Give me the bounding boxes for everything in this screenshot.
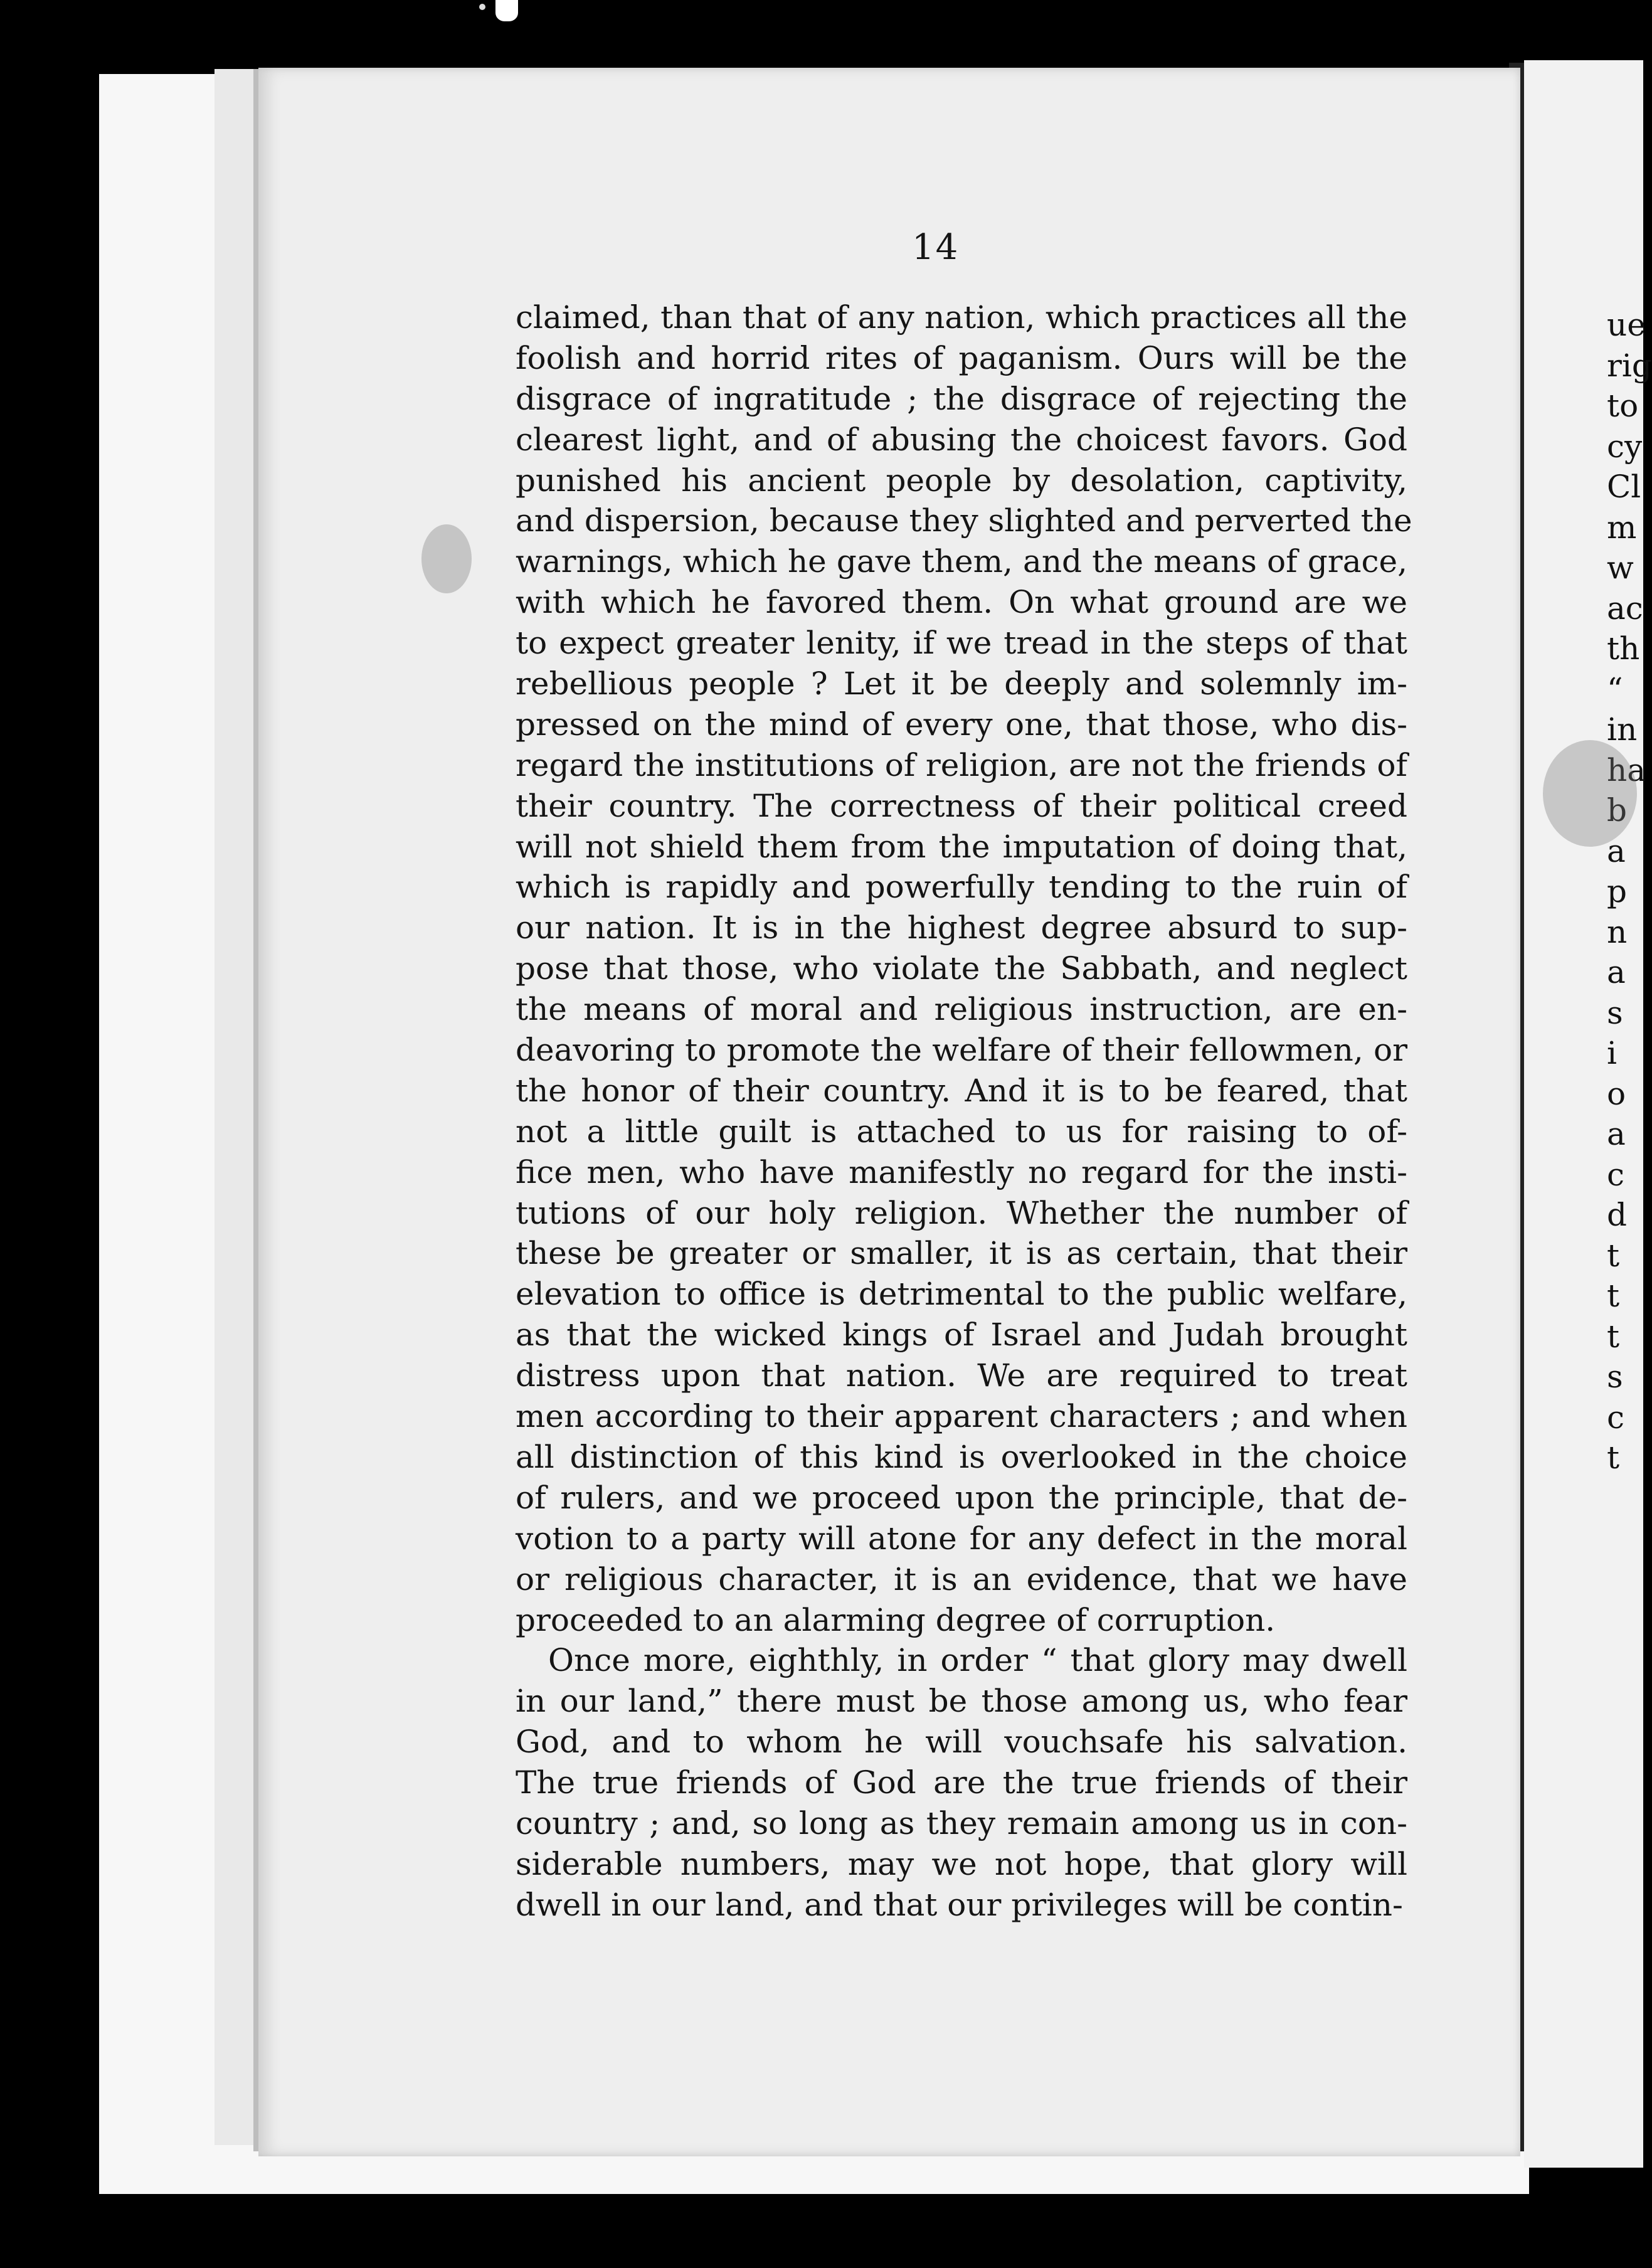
text-line: votion to a party will atone for any defect in the moral <box>516 1520 1407 1557</box>
text-line: deavoring to promote the welfare of their fellowmen, or <box>516 1032 1407 1069</box>
text-line: dwell in our land, and that our privileges will be contin- <box>516 1886 1403 1923</box>
adjacent-page-fragment: i <box>1607 1035 1617 1071</box>
adjacent-page-fragment: t <box>1607 1278 1620 1314</box>
text-line: fice men, who have manifestly no regard for the insti- <box>516 1153 1407 1190</box>
body-text <box>516 297 1412 1926</box>
page-stain <box>421 524 472 593</box>
adjacent-page-text <box>1607 305 1652 1478</box>
text-line: punished his ancient people by desolation, captivity, <box>516 462 1407 499</box>
adjacent-page-fragment: t <box>1607 1237 1620 1274</box>
adjacent-page-fragment: o <box>1607 1075 1626 1112</box>
adjacent-page-fragment: to <box>1607 388 1639 424</box>
adjacent-page-fragment: “ <box>1607 670 1623 707</box>
text-line: pose that those, who violate the Sabbath, and neglect <box>516 950 1407 987</box>
adjacent-page-fragment: m <box>1607 509 1637 546</box>
adjacent-page-fragment: s <box>1607 994 1623 1031</box>
adjacent-page-fragment: in <box>1607 711 1638 748</box>
text-line: tutions of our holy religion. Whether the number of <box>516 1194 1407 1231</box>
text-line: siderable numbers, may we not hope, that glory will <box>516 1845 1407 1882</box>
text-line: regard the institutions of religion, are not the friends of <box>516 746 1407 783</box>
adjacent-page-fragment: rig <box>1607 347 1652 384</box>
adjacent-page-fragment: d <box>1607 1197 1628 1233</box>
adjacent-page-fragment: t <box>1607 1318 1620 1355</box>
text-line: claimed, than that of any nation, which practices all the <box>516 299 1407 336</box>
text-line: elevation to office is detrimental to the public welfare, <box>516 1276 1407 1313</box>
text-line: of rulers, and we proceed upon the principle, that de- <box>516 1479 1407 1516</box>
adjacent-page-fragment: w <box>1607 549 1634 586</box>
adjacent-page-fragment: ha <box>1607 751 1646 788</box>
adjacent-page-fragment: ue <box>1607 307 1646 343</box>
adjacent-page-fragment: c <box>1607 1156 1625 1193</box>
text-line: country ; and, so long as they remain among us in con- <box>516 1804 1407 1841</box>
text-line: Once more, eighthly, in order “ that glory may dwell <box>548 1642 1407 1679</box>
text-line: rebellious people ? Let it be deeply and solemnly im- <box>516 665 1407 702</box>
text-line: warnings, which he gave them, and the means of grace, <box>516 543 1407 580</box>
adjacent-page-fragment: a <box>1607 832 1626 869</box>
text-line: disgrace of ingratitude ; the disgrace of rejecting the <box>516 380 1407 417</box>
adjacent-page-fragment: Cl <box>1607 469 1641 505</box>
text-line: proceeded to an alarming degree of corruption. <box>516 1601 1276 1638</box>
adjacent-page-fragment: n <box>1607 913 1628 950</box>
text-line: our nation. It is in the highest degree absurd to sup- <box>516 909 1407 946</box>
text-line: not a little guilt is attached to us for raising to of- <box>516 1113 1407 1150</box>
text-line: all distinction of this kind is overlooked in the choice <box>516 1438 1407 1475</box>
text-line: and dispersion, because they slighted and perverted the <box>516 502 1412 539</box>
text-line: the honor of their country. And it is to be feared, that <box>516 1072 1407 1109</box>
text-line: which is rapidly and powerfully tending to the ruin of <box>516 869 1407 906</box>
top-edge-mark <box>495 0 518 21</box>
text-line: men according to their apparent characters ; and when <box>516 1398 1407 1435</box>
adjacent-page-fragment: a <box>1607 954 1626 990</box>
text-line: foolish and horrid rites of paganism. Ours will be the <box>516 339 1407 376</box>
adjacent-page-fragment: th <box>1607 630 1640 667</box>
adjacent-page-fragment: p <box>1607 873 1628 909</box>
adjacent-page-fragment: t <box>1607 1439 1620 1476</box>
text-line: will not shield them from the imputation of doing that, <box>516 828 1407 865</box>
page-number: 14 <box>912 227 960 268</box>
adjacent-page-fragment: cy <box>1607 428 1643 465</box>
text-line: clearest light, and of abusing the choicest favors. God <box>516 421 1407 458</box>
text-line: as that the wicked kings of Israel and Judah brought <box>516 1317 1407 1354</box>
adjacent-page-fragment: ac <box>1607 590 1643 627</box>
text-line: these be greater or smaller, it is as certain, that their <box>516 1235 1407 1272</box>
text-line: The true friends of God are the true friends of their <box>516 1764 1407 1801</box>
text-line: with which he favored them. On what ground are we <box>516 584 1407 621</box>
text-line: their country. The correctness of their political creed <box>516 787 1407 824</box>
text-line: in our land,” there must be those among us, who fear <box>516 1683 1407 1720</box>
top-edge-speck <box>479 4 485 10</box>
text-line: or religious character, it is an evidence, that we have <box>516 1561 1407 1598</box>
adjacent-page-stain <box>1543 740 1637 847</box>
adjacent-page-fragment: s <box>1607 1359 1623 1395</box>
text-line: the means of moral and religious instruction, are en- <box>516 991 1407 1028</box>
text-line: God, and to whom he will vouchsafe his salvation. <box>516 1724 1407 1761</box>
text-line: pressed on the mind of every one, that those, who dis- <box>516 706 1407 743</box>
text-line: to expect greater lenity, if we tread in the steps of that <box>516 625 1407 662</box>
adjacent-page-fragment: b <box>1607 792 1628 829</box>
text-line: distress upon that nation. We are required to treat <box>516 1357 1407 1394</box>
adjacent-page-fragment: c <box>1607 1399 1625 1436</box>
adjacent-page-fragment: a <box>1607 1116 1626 1152</box>
